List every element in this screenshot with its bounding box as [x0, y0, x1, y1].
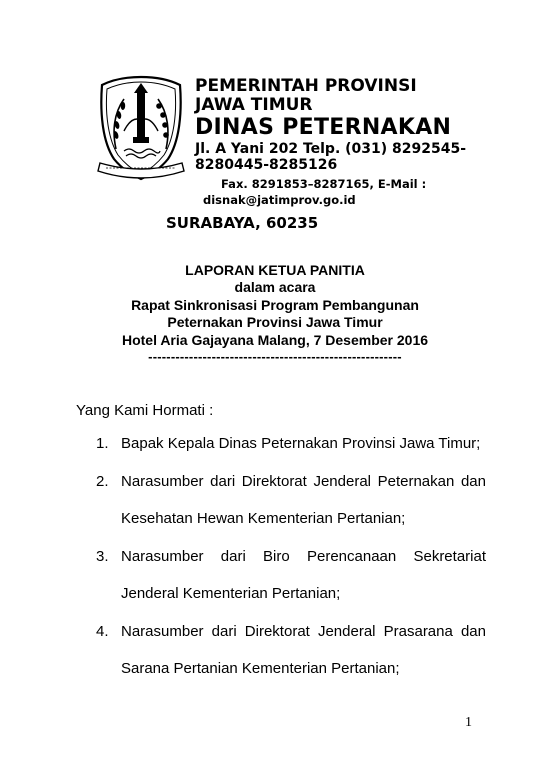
event-name-line-2: Peternakan Provinsi Jawa Timur — [167, 314, 383, 330]
list-item-number: 2. — [96, 472, 109, 490]
list-item-text: Bapak Kepala Dinas Peternakan Provinsi Jawa Timur; — [121, 435, 481, 452]
list-item-number: 1. — [96, 435, 109, 452]
event-venue-date: Hotel Aria Gajayana Malang, 7 Desember 2016 — [121, 332, 429, 348]
list-item-text: Narasumber dari Direktorat Jenderal Prasarana dan Sarana Pertanian Kementerian Pertanian; — [121, 622, 486, 677]
header-city-line: SURABAYA, 60235 — [166, 214, 319, 232]
list-item-number: 4. — [96, 622, 109, 640]
list-item-text: Narasumber dari Biro Perencanaan Sekretariat Jenderal Kementerian Pertanian; — [121, 547, 486, 602]
page-number: 1 — [465, 715, 472, 730]
title-separator: -------------------------------------------------------- — [148, 349, 402, 364]
event-name-line-1: Rapat Sinkronisasi Program Pembangunan — [131, 297, 419, 313]
report-title: LAPORAN KETUA PANITIA — [185, 262, 365, 278]
header-address-line-2: 8280445-8285126 — [195, 157, 338, 173]
header-fax-line: Fax. 8291853–8287165, E-Mail : — [221, 177, 427, 191]
header-government-line: PEMERINTAH PROVINSI — [195, 76, 417, 96]
jawa-timur-coat-of-arms-icon — [94, 71, 188, 185]
header-agency-name: DINAS PETERNAKAN — [195, 115, 452, 140]
header-address-line-1: Jl. A Yani 202 Telp. (031) 8292545- — [195, 141, 467, 157]
recipient-list — [96, 425, 486, 688]
list-item — [96, 463, 486, 538]
list-item-text: Narasumber dari Direktorat Jenderal Peternakan dan Kesehatan Hewan Kementerian Pertanian; — [121, 472, 486, 527]
greeting: Yang Kami Hormati : — [76, 402, 214, 419]
header-email-line: disnak@jatimprov.go.id — [203, 193, 356, 207]
list-item — [96, 613, 486, 688]
header-province-line: JAWA TIMUR — [195, 95, 313, 115]
list-item — [96, 425, 486, 463]
report-subtitle: dalam acara — [234, 279, 316, 295]
list-item-number: 3. — [96, 547, 109, 565]
list-item — [96, 538, 486, 613]
